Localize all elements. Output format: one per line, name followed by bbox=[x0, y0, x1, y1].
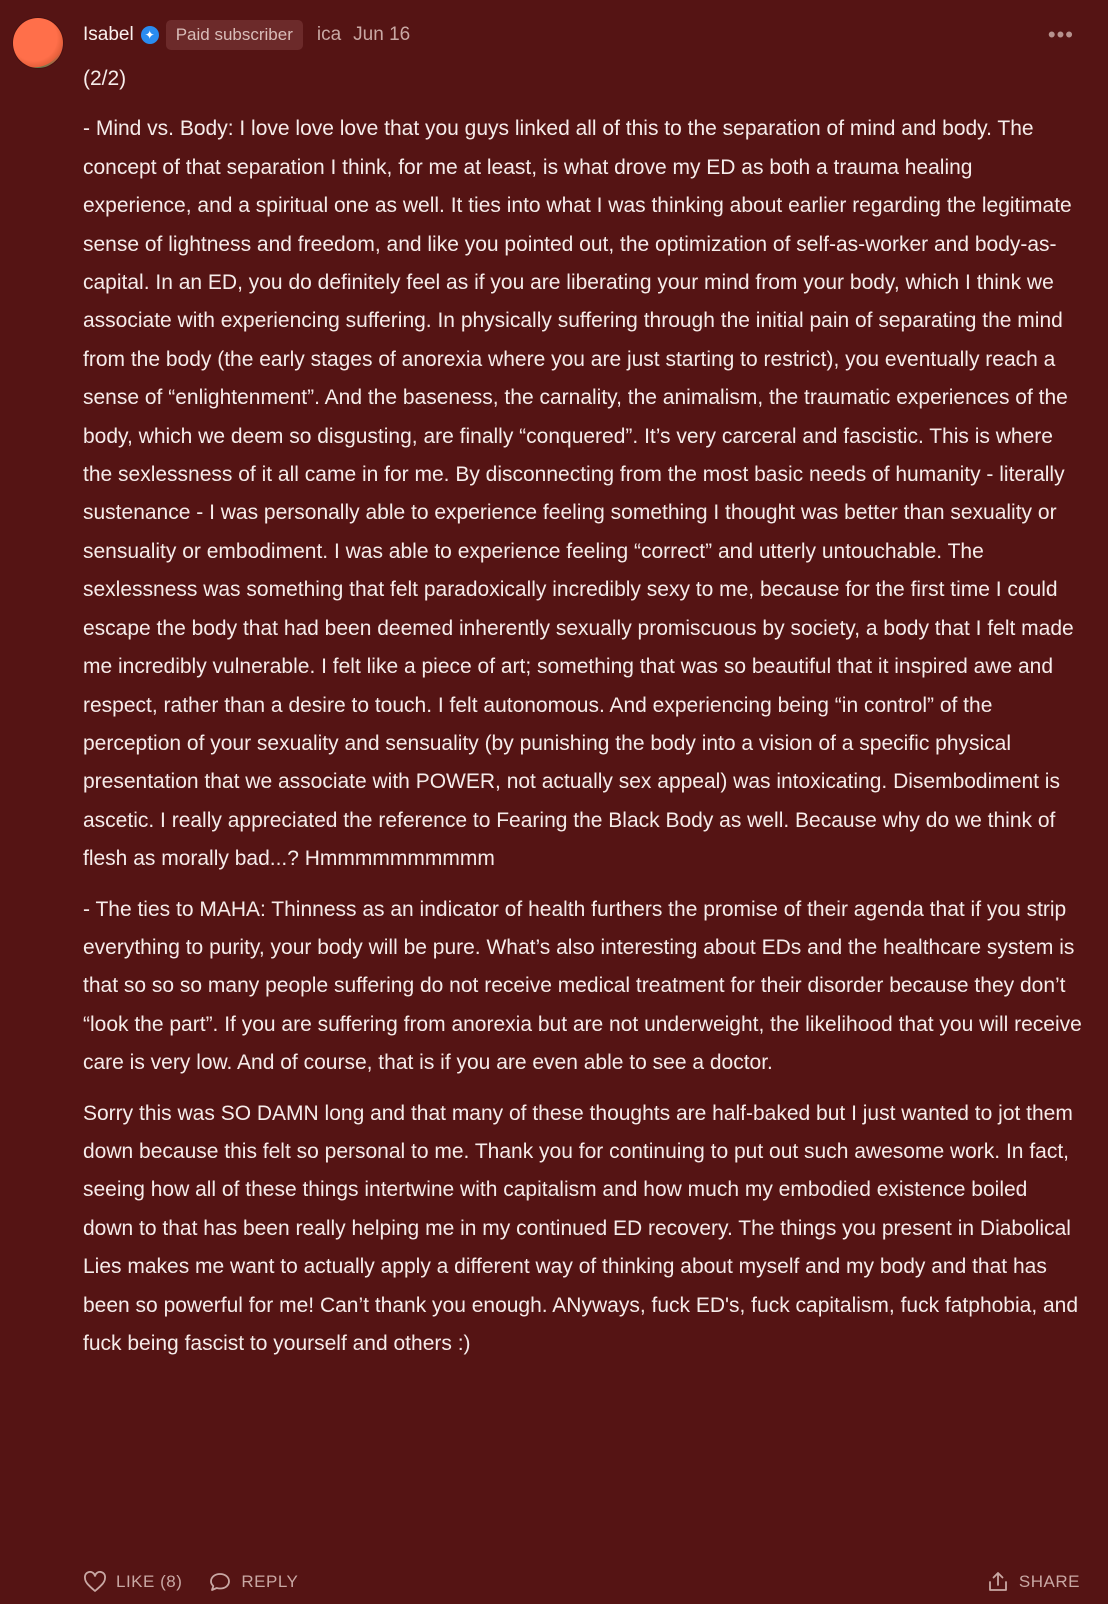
author-name[interactable]: Isabel bbox=[83, 24, 134, 45]
comment-date[interactable]: Jun 16 bbox=[353, 24, 411, 45]
comment-body bbox=[83, 60, 1083, 1375]
comment-actions bbox=[83, 1567, 1080, 1597]
share-button[interactable] bbox=[986, 1570, 1080, 1594]
like-button[interactable] bbox=[83, 1571, 182, 1593]
like-label: LIKE (8) bbox=[116, 1572, 183, 1591]
comment-paragraph: Sorry this was SO DAMN long and that many of these thoughts are half-baked but I just wanted to jot them down because this felt so personal to me. Thank you for continuing to put out such awesome work. In fact, seeing how all of these things intertwine with capitalism and how much my embodied existence boiled down to that has been really helping me in my continued ED recovery. The things you present in Diabolical Lies makes me want to actually apply a different way of thinking about myself and my body and that has been so powerful for me! Can’t thank you enough. ANyways, fuck ED's, fuck capitalism, fuck fatphobia, and fuck being fascist to yourself and others :) bbox=[83, 1101, 1079, 1355]
comment-paragraph: - Mind vs. Body: I love love love that you guys linked all of this to the separation of mind and body. The concept of that separation I think, for me at least, is what drove my ED as both a trauma healing experience, and a spiritual one as well. It ties into what I was thinking about earlier regarding the legitimate sense of lightness and freedom, and like you pointed out, the optimization of self-as-worker and body-as-capital. In an ED, you do definitely feel as if you are liberating your mind from your body, which I think we associate with experiencing suffering. In physically suffering through the initial pain of separating the mind from the body (the early stages of anorexia where you are just starting to restrict), you eventually reach a sense of “enlightenment”. And the baseness, the carnality, the animalism, the traumatic experiences of the body, which we deem so disgusting, are finally “conquered”. It’s very carceral and fascistic. This is where the sexlessness of it all came in for me. By disconnecting from the most basic needs of humanity - literally sustenance - I was personally able to experience feeling something I thought was better than sexuality or sensuality or embodiment. I was able to experience feeling “correct” and utterly untouchable. The sexlessness was something that felt paradoxically incredibly sexy to me, because for the first time I could escape the body that had been deemed inherently sexually promiscuous by society, a body that I felt made me incredibly vulnerable. I felt like a piece of art; something that was so beautiful that it inspired awe and respect, rather than a desire to touch. I felt autonomous. And experiencing being “in control” of the perception of your sexuality and sensuality (by punishing the body into a vision of a specific physical presentation that we associate with POWER, not actually sex appeal) was intoxicating. Disembodiment is ascetic. I really appreciated the reference to Fearing the Black Body as well. Because why do we think of flesh as morally bad...? Hmmmmmmmmmm bbox=[83, 117, 1074, 871]
subscriber-badge: Paid subscriber bbox=[166, 20, 303, 50]
verified-icon: ✦ bbox=[141, 26, 159, 44]
share-label: SHARE bbox=[1018, 1572, 1080, 1591]
heart-icon bbox=[83, 1571, 107, 1593]
share-icon bbox=[986, 1570, 1010, 1594]
reply-label: REPLY bbox=[241, 1572, 299, 1591]
avatar[interactable] bbox=[13, 18, 63, 68]
comment-header bbox=[83, 18, 410, 52]
comment-paragraph: (2/2) bbox=[83, 67, 127, 90]
comment-paragraph: - The ties to MAHA: Thinness as an indicator of health furthers the promise of their agenda that if you strip everything to purity, your body will be pure. What’s also interesting about EDs and the healthcare system is that so so so many people suffering do not receive medical treatment for their disorder because they don’t “look the part”. If you are suffering from anorexia but are not underweight, the likelihood that you will receive care is very low. And of course, that is if you are even able to see a doctor. bbox=[83, 897, 1082, 1075]
publication-link[interactable]: ica bbox=[316, 24, 342, 45]
more-options-icon[interactable]: ••• bbox=[1047, 22, 1074, 47]
reply-button[interactable] bbox=[208, 1571, 298, 1593]
speech-bubble-icon bbox=[208, 1571, 232, 1593]
